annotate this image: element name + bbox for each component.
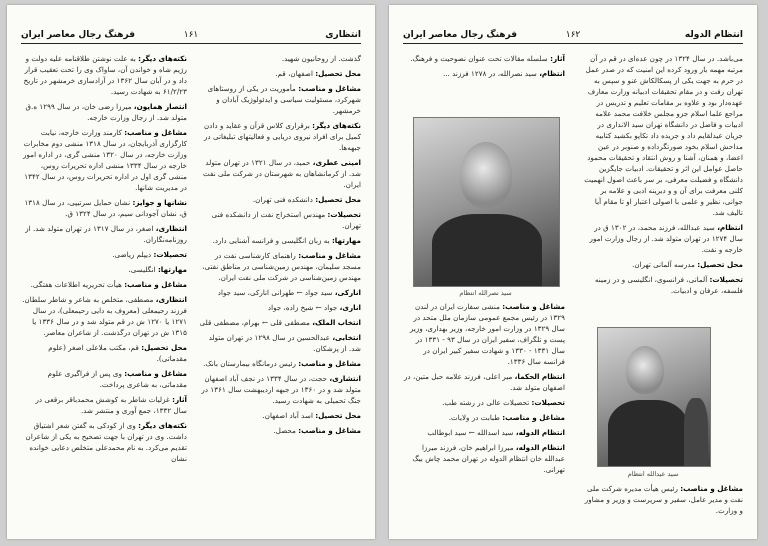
right-page-left-column-bottom xyxy=(403,301,565,529)
entry-text: می‌باشد. در سال ۱۳۲۴ در چون عده‌ای در قم در آن مرتبه مهمه بار ورود کرده این امنیت که در صدر عمل در حرم به جهت یکی از پسکالکاش عنو و سپس به تهران رفت و در مقام تحقیقات ادبیانه وزارت معارف عهده‌دار بود و علاوه بر مقامات تعلیم و تدریس در مراجع علما اسلام جزو مجلس خلافت محمد علامه ادبیات و فاضل در دانشگاه تهران سید الانداری در جریان عیدلقایم داد و جریده داد تکاپو بکشید کتابیه مداحش اسلام بخود صورتگرداده و صنوبر در عین اعضا، و همنان، آشنا و روش انتقاد و تحقیقات محمود حاصل عوامل این اثر و تحقیقات. ادبیات جایگزین دانشگاه و فضیلت معرفی، بر سر باعث اصول انهمیت کلنی معرفت برای آن و و دیرینه ادبی و علامه بر جوانی، نظیر و علمی با اصولی اعتبار او تا مقام آیا تالیف شد. xyxy=(584,54,743,217)
entry xyxy=(195,287,361,298)
entry xyxy=(21,279,187,290)
entry-term: امینی عطری، xyxy=(312,158,361,167)
left-page-left-column xyxy=(21,53,187,529)
entry-term: انتظام، xyxy=(539,69,565,78)
entry xyxy=(21,368,187,390)
photo1-caption: سید نصرالله انتظام xyxy=(459,289,512,297)
entry-text: راهنمای کارشناسی نفت در مسجد سلیمان، مهندس زمین‌شناسی در مناطق نفتی، مهندس زمین‌شناسی در شرکت ملی نفت ایران. xyxy=(202,251,361,282)
entry-term: انتظام الدوله، xyxy=(515,443,565,452)
entry xyxy=(581,53,743,218)
left-running-title: انتظاری xyxy=(325,30,361,40)
entry-text: محصل. xyxy=(273,426,296,435)
entry xyxy=(21,223,187,245)
entry-term: انتشاری، xyxy=(329,374,361,383)
entry xyxy=(21,420,187,464)
left-page-right-column xyxy=(195,53,361,529)
entry xyxy=(21,264,187,275)
entry xyxy=(403,427,565,438)
entry-text: اصفهان، قم. xyxy=(275,69,313,78)
entry-text: آلمانی، فرانسوی، انگلیسی و در زمینه فلسفه، عرفان و ادبیات. xyxy=(594,275,743,295)
entry-term: اناری، xyxy=(339,303,361,312)
entry-term: انتظام، xyxy=(717,223,743,232)
entry-term: نکته‌های دیگر: xyxy=(138,54,187,63)
entry-text: تحصیلات عالی در رشته طب. xyxy=(442,398,530,407)
entry-term: محل تحصیل: xyxy=(141,343,187,352)
entry-text: دانشکده فنی تهران. xyxy=(252,195,313,204)
entry-text: نشان حمایل سرتیپی، در سال ۱۳۱۸ ق، نشان آجودانی سیم، در سال ۱۳۲۴ ق. xyxy=(24,198,187,218)
entry-term: انتظام الدوله، xyxy=(515,428,565,437)
entry-term: مشاغل و مناصب: xyxy=(502,302,565,311)
entry xyxy=(581,259,743,270)
entry xyxy=(403,442,565,475)
entry-term: انتظاری، xyxy=(155,295,187,304)
entry xyxy=(195,53,361,64)
entry xyxy=(195,68,361,79)
entry xyxy=(195,373,361,406)
entry-text: میرزا رضی خان، در سال ۱۲۹۹ ه.ق متولد شد. از رجال وزارت خارجه. xyxy=(25,102,187,122)
right-page-header xyxy=(403,29,743,44)
entry-term: مهارتها: xyxy=(157,265,187,274)
entry-text: سید عبدالله، فرزند محمد، در ۱۳۰۲ ق در سال ۱۲۷۴ در تهران متولد شد. از رجال وزارت امور خارجه و نفت. xyxy=(589,223,743,254)
entry-term: مشاغل و مناصب: xyxy=(124,369,187,378)
entry-term: انتصار همایون، xyxy=(133,102,187,111)
left-page xyxy=(7,5,375,539)
entry xyxy=(195,410,361,421)
entry xyxy=(403,371,565,393)
entry xyxy=(403,301,565,367)
entry-text: منشی سفارت ایران در لندن ۱۳۲۹ در رئیس مجمع عمومی سازمان ملل متحد در سال ۱۳۲۹ در وزارت امور خارجه، وزیر بهداری، وزیر پست و تلگراف، سفیر ایران در سال ۹۳ - ۱۳۳۱ در سال ۱۳۳۱ - ۱۳۳۰ و شهادت سفیر کبیر ایران در فرانسه سال ۱۳۳۶. xyxy=(409,302,565,366)
entry xyxy=(403,397,565,408)
entry xyxy=(195,317,361,328)
portrait-photo-abdollah xyxy=(597,327,711,467)
entry xyxy=(581,483,743,516)
entry xyxy=(21,197,187,219)
left-page-header xyxy=(21,29,361,44)
entry-text: اسد آباد اصفهان. xyxy=(262,411,313,420)
entry-text: میرزا ابراهیم خان، فرزند میرزا عبدالله خان انتظام الدوله در تهران محمد چاش بیگ تهرانی. xyxy=(412,443,565,474)
entry xyxy=(21,127,187,193)
entry-term: مشاغل و مناصب: xyxy=(298,84,361,93)
entry xyxy=(403,412,565,423)
entry xyxy=(195,209,361,231)
entry-text: غزلیات شاطر به کوشش محمدباقر برقعی در سال ۱۳۳۲، جمع آوری و منتشر شد. xyxy=(35,395,187,415)
entry-text: کارمند وزارت خارجه، نیابت کارگزاری آذربایجان، در سال ۱۳۱۸ منشی دوم مخابرات وزارت خارجه، در سال ۱۳۲۰ منشی گری، در اداره امور خارجه در سال ۱۳۳۴ منشی اداره تحریرات روس، منشی گری اول در اداره تحریرات روس، در سال ۱۳۴۲ در مدیریت شانها. xyxy=(23,128,187,192)
entry-term: مشاغل و مناصب: xyxy=(680,484,743,493)
entry-text: به علت نوشتن طلاقنامه علیه دولت و رژیم شاه و خواندن آن، ساواک وی را تحت تعقیب قرار داد و در آبان سال ۱۳۶۲ در آزادسازی خرمشهر در تاریخ ۶۱/۲/۲۳ به شهادت رسید. xyxy=(23,54,187,96)
entry xyxy=(403,68,565,79)
entry-term: انتخابی، xyxy=(332,333,361,342)
entry-term: محل تحصیل: xyxy=(697,260,743,269)
entry xyxy=(403,53,565,64)
photo2-caption: سید عبدالله انتظام xyxy=(627,470,679,478)
entry xyxy=(21,249,187,260)
entry-term: آثار: xyxy=(172,395,187,404)
entry-text: وی از کودکی به گفتن شعر اشتیاق داشت. وی در تهران با جهت تصحیح به یکی از شاعران تقدیم می‌کرد. به نام محمدعلی متخلص دعایی خوانده نشان xyxy=(25,421,187,463)
entry-text: مصطفی، متخلص به شاعر و شاطر سلطان. فرزند رحیمعلی (معروف به دایی رحیمعلی)، در سال ۱۲۷۱ یا ۱۲۷۰ ش در قم متولد شد و در سال ۱۳۳۶ یا ۱۳۱۵ ش در تهران درگذشت. از شاعران معاصر. xyxy=(22,295,187,337)
entry-term: تحصیلات: xyxy=(709,275,743,284)
entry xyxy=(195,332,361,354)
entry xyxy=(195,194,361,205)
entry-term: محل تحصیل: xyxy=(315,195,361,204)
entry-term: انارکی، xyxy=(334,288,361,297)
entry-term: تحصیلات: xyxy=(327,210,361,219)
entry-text: عبدالحسین در سال ۱۲۹۸ در تهران متولد شد. از پزشکان. xyxy=(208,333,361,353)
entry-text: وی پس از فراگیری علوم مقدماتی، به شاعری پرداخت. xyxy=(47,369,187,389)
entry-text: اصغر، در سال ۱۳۱۷ در تهران متولد شد. از روزنامه‌نگاران. xyxy=(25,224,187,244)
entry xyxy=(195,250,361,283)
entry xyxy=(195,425,361,436)
entry-term: نکته‌های دیگر: xyxy=(312,121,361,130)
entry-text: رئیس هیأت مدیره شرکت ملی نفت و مدیر عامل، سفیر و سرپرست و وزیر و مشاور و وزارت. xyxy=(584,484,743,515)
entry xyxy=(195,83,361,116)
entry-text: قم، مکتب ملاعلی اصغر (علوم مقدماتی). xyxy=(48,343,187,363)
entry-term: انتخاب الملک، xyxy=(312,318,361,327)
entry-text: رئیس درمانگاه بیمارستان بانک. xyxy=(203,359,296,368)
entry-text: مهندس استخراج نفت از دانشکده فنی تهران. xyxy=(211,210,361,230)
right-page-left-column-top xyxy=(403,53,565,113)
entry-term: آثار: xyxy=(550,54,565,63)
entry-text: سلسله مقالات تحت عنوان نصوحیت و فرهنگ. xyxy=(410,54,548,63)
entry-term: انتظاری، xyxy=(155,224,187,233)
entry-term: نشانها و جوایز: xyxy=(132,198,187,207)
entry-text: سید نصرالله، در ۱۲۷۸ فرزند ... xyxy=(442,69,537,78)
entry-text: جواد ← شیخ زاده، جواد xyxy=(267,303,338,312)
entry-term: انتظام الحکما، xyxy=(514,372,565,381)
entry xyxy=(21,294,187,338)
right-book-title: فرهنگ رجال معاصر ایران xyxy=(403,30,518,40)
entry xyxy=(195,120,361,153)
entry-term: مشاغل و مناصب: xyxy=(502,413,565,422)
entry-text: مصطفی قلی ← بهرام، مصطفی قلی xyxy=(199,318,310,327)
entry-text: حجت، در سال ۱۳۳۴ در نجف آباد اصفهان متولد شد و در ۱۳۶۰ در جبهه اردیبهشت سال ۱۳۶۱ در جنگ تحمیلی به شهادت رسید. xyxy=(201,374,361,405)
entry xyxy=(21,101,187,123)
entry-term: مشاغل و مناصب: xyxy=(298,251,361,260)
portrait-photo-nasrollah xyxy=(413,117,560,287)
right-running-title: انتظام الدوله xyxy=(684,30,743,40)
entry xyxy=(195,302,361,313)
entry-text: دیپلم ریاضی. xyxy=(112,250,152,259)
entry xyxy=(195,235,361,246)
entry-term: نکته‌های دیگر: xyxy=(138,421,187,430)
left-book-title: فرهنگ رجال معاصر ایران xyxy=(21,30,136,40)
entry xyxy=(195,157,361,190)
entry-term: مشاغل و مناصب: xyxy=(124,128,187,137)
entry xyxy=(21,342,187,364)
entry-term: مشاغل و مناصب: xyxy=(298,426,361,435)
entry-term: تحصیلات: xyxy=(531,398,565,407)
entry-term: مشاغل و مناصب: xyxy=(124,280,187,289)
entry-text: به زبان انگلیسی و فرانسه آشنایی دارد. xyxy=(212,236,330,245)
entry xyxy=(581,222,743,255)
entry xyxy=(195,358,361,369)
entry-text: سید اسدالله ← سید ابوطالب xyxy=(427,428,514,437)
entry xyxy=(21,394,187,416)
right-page xyxy=(389,5,757,539)
right-page-number: ۱۶۲ xyxy=(565,30,581,40)
entry-term: تحصیلات: xyxy=(153,250,187,259)
entry-text: سید جواد ← طهرانی انارکی، سید جواد xyxy=(217,288,333,297)
entry-term: محل تحصیل: xyxy=(315,69,361,78)
entry xyxy=(581,274,743,296)
entry-text: برقراری کلاس قرآن و عقاید و دادن کمیل برای افراد نیروی دریایی و فعالیتهای تبلیغاتی در جبهه‌ها. xyxy=(204,121,361,152)
right-page-right-column-bottom xyxy=(581,483,743,529)
left-page-number: ۱۶۱ xyxy=(183,30,199,40)
entry-text: انگلیسی. xyxy=(128,265,156,274)
right-page-right-column xyxy=(581,53,743,318)
entry-text: هیأت تحریریه اطلاعات هفتگی. xyxy=(30,280,122,289)
entry-text: حمید، در سال ۱۳۲۱ در تهران متولد شد. از کرمانشاهان به شهرستان در شرکت ملی نفت ایران. xyxy=(203,158,361,189)
entry-text: طبابت در ولایات. xyxy=(448,413,500,422)
entry-text: گذشت. از روحانیون شهید. xyxy=(281,54,361,63)
entry-term: مهارتها: xyxy=(331,236,361,245)
entry-text: مدرسه آلمانی تهران. xyxy=(632,260,695,269)
entry-text: مأموریت در یکی از روستاهای شهرکرد، مسئولیت سیاسی و ایدئولوژیک آبادان و خرمشهر. xyxy=(207,84,361,115)
entry-term: مشاغل و مناصب: xyxy=(298,359,361,368)
entry xyxy=(21,53,187,97)
entry-term: محل تحصیل: xyxy=(315,411,361,420)
entry-text: میر اعلی، فرزند علامه حبل متین، در اصفهان متولد شد. xyxy=(404,372,565,392)
